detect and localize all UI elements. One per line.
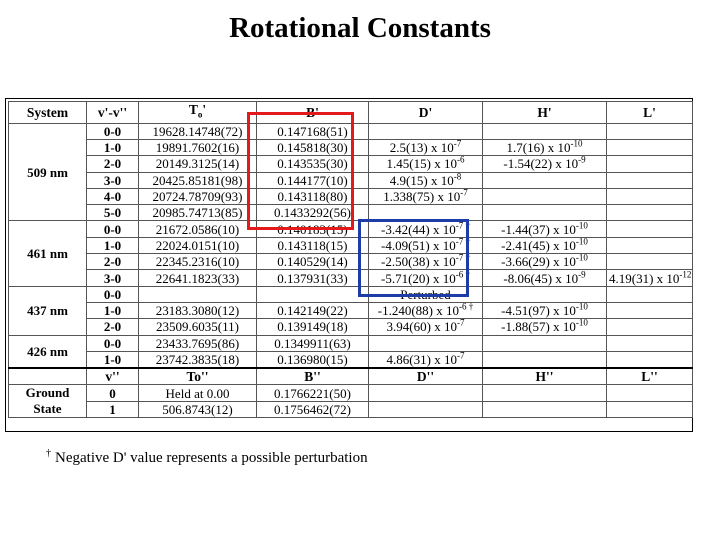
empty-cell	[607, 401, 693, 418]
cell-h: -1.54(22) x $10^{-9}$	[483, 156, 607, 172]
lower-header-vib: v''	[87, 368, 139, 385]
lower-header-t0: To''	[139, 368, 257, 385]
cell-l	[607, 351, 693, 368]
cell-h	[483, 205, 607, 221]
cell-b: 0.137931(33)	[257, 270, 369, 286]
system-cell: 437 nm	[9, 286, 87, 335]
cell-h: -1.44(37) x $10^{-10}$	[483, 221, 607, 237]
cell-h: 1.7(16) x $10^{-10}$	[483, 139, 607, 155]
cell-l	[607, 302, 693, 318]
cell-l	[607, 237, 693, 253]
cell-l	[607, 319, 693, 335]
cell-t	[139, 286, 257, 302]
cell-h	[483, 335, 607, 351]
footnote-text: Negative D' value represents a possible perturbation	[55, 450, 368, 466]
cell-t: Held at 0.00	[139, 385, 257, 402]
cell-d: 1.45(15) x $10^{-6}$	[369, 156, 483, 172]
cell-l	[607, 286, 693, 302]
d-prime-highlight-box	[358, 219, 469, 297]
cell-b: 0.1349911(63)	[257, 335, 369, 351]
cell-l	[607, 254, 693, 270]
cell-b: 0.145818(30)	[257, 139, 369, 155]
system-cell: 426 nm	[9, 335, 87, 368]
lower-body	[9, 368, 693, 418]
cell-h: -2.41(45) x $10^{-10}$	[483, 237, 607, 253]
dagger-mark: †	[46, 448, 51, 459]
system-cell: Ground State	[9, 385, 87, 418]
lower-header-h: H''	[483, 368, 607, 385]
cell-t: 19628.14748(72)	[139, 123, 257, 139]
cell-b: 0.143535(30)	[257, 156, 369, 172]
cell-h	[483, 188, 607, 204]
b-prime-highlight-box	[247, 112, 354, 230]
header-t0: $T_o'$	[139, 102, 257, 124]
cell-v: 0-0	[87, 335, 139, 351]
cell-v: 2-0	[87, 254, 139, 270]
cell-d: 1.338(75) x $10^{-7}$	[369, 188, 483, 204]
cell-b: 0.142149(22)	[257, 302, 369, 318]
header-system: System	[9, 102, 87, 124]
header-h: H'	[483, 102, 607, 124]
cell-t: 23433.7695(86)	[139, 335, 257, 351]
cell-h: -3.66(29) x $10^{-10}$	[483, 254, 607, 270]
cell-t: 23183.3080(12)	[139, 302, 257, 318]
cell-h	[483, 286, 607, 302]
cell-t: 22345.2316(10)	[139, 254, 257, 270]
cell-l	[607, 172, 693, 188]
empty-cell	[369, 401, 483, 418]
cell-b: 0.136980(15)	[257, 351, 369, 368]
cell-v: 2-0	[87, 156, 139, 172]
cell-d: 4.9(15) x $10^{-8}$	[369, 172, 483, 188]
cell-b: 0.140183(15)	[257, 221, 369, 237]
table-row	[9, 401, 693, 418]
cell-d: 2.5(13) x $10^{-7}$	[369, 139, 483, 155]
cell-b	[257, 286, 369, 302]
cell-d: -1.240(88) x $10^{-6}$ †	[369, 302, 483, 318]
cell-v: 1-0	[87, 351, 139, 368]
table-row	[9, 237, 693, 253]
cell-t: 20724.78709(93)	[139, 188, 257, 204]
cell-l	[607, 221, 693, 237]
cell-b: 0.140529(14)	[257, 254, 369, 270]
cell-b: 0.1766221(50)	[257, 385, 369, 402]
cell-d: 4.86(31) x $10^{-7}$	[369, 351, 483, 368]
cell-t: 506.8743(12)	[139, 401, 257, 418]
lower-header-d: D''	[369, 368, 483, 385]
table-row	[9, 254, 693, 270]
cell-d: 3.94(60) x $10^{-7}$	[369, 319, 483, 335]
lower-header-l: L''	[607, 368, 693, 385]
cell-b: 0.143118(80)	[257, 188, 369, 204]
cell-h	[483, 351, 607, 368]
cell-b: 0.144177(10)	[257, 172, 369, 188]
cell-h	[483, 172, 607, 188]
cell-t: 23742.3835(18)	[139, 351, 257, 368]
empty-cell	[483, 401, 607, 418]
cell-t: 19891.7602(16)	[139, 139, 257, 155]
lower-header-blank	[9, 368, 87, 385]
cell-d: -4.09(51) x $10^{-7}$ †	[369, 237, 483, 253]
empty-cell	[607, 385, 693, 402]
cell-l: 4.19(31) x $10^{-12}$	[607, 270, 693, 286]
cell-v: 0-0	[87, 221, 139, 237]
table-row	[9, 385, 693, 402]
cell-v: 5-0	[87, 205, 139, 221]
cell-h: -8.06(45) x $10^{-9}$	[483, 270, 607, 286]
cell-v: 3-0	[87, 270, 139, 286]
system-cell: 461 nm	[9, 221, 87, 286]
cell-l	[607, 139, 693, 155]
lower-header-row	[9, 368, 693, 385]
cell-d: Perturbed	[369, 286, 483, 302]
cell-t: 22641.1823(33)	[139, 270, 257, 286]
cell-v: 2-0	[87, 319, 139, 335]
cell-h: -1.88(57) x $10^{-10}$	[483, 319, 607, 335]
cell-b: 0.139149(18)	[257, 319, 369, 335]
cell-v: 0-0	[87, 286, 139, 302]
cell-v: 1-0	[87, 139, 139, 155]
cell-v: 4-0	[87, 188, 139, 204]
cell-b: 0.147168(51)	[257, 123, 369, 139]
empty-cell	[483, 385, 607, 402]
system-cell: 509 nm	[9, 123, 87, 221]
table-row	[9, 335, 693, 351]
header-d: D'	[369, 102, 483, 124]
cell-h: -4.51(97) x $10^{-10}$	[483, 302, 607, 318]
header-vib: v'-v''	[87, 102, 139, 124]
lower-header-b: B''	[257, 368, 369, 385]
cell-v: 1-0	[87, 302, 139, 318]
cell-v: 1-0	[87, 237, 139, 253]
header-b: B'	[257, 102, 369, 124]
table-row	[9, 270, 693, 286]
cell-b: 0.1756462(72)	[257, 401, 369, 418]
cell-d	[369, 335, 483, 351]
cell-b: 0.143118(15)	[257, 237, 369, 253]
cell-h	[483, 123, 607, 139]
footnote	[46, 448, 368, 467]
cell-d: -3.42(44) x $10^{-7}$ †	[369, 221, 483, 237]
table-row	[9, 286, 693, 302]
cell-l	[607, 156, 693, 172]
cell-l	[607, 188, 693, 204]
cell-l	[607, 123, 693, 139]
cell-d: -2.50(38) x $10^{-7}$ †	[369, 254, 483, 270]
table-row	[9, 351, 693, 368]
cell-v: 0	[87, 385, 139, 402]
cell-t: 20149.3125(14)	[139, 156, 257, 172]
cell-d	[369, 123, 483, 139]
cell-t: 20425.85181(98)	[139, 172, 257, 188]
cell-t: 21672.0586(10)	[139, 221, 257, 237]
cell-b: 0.1433292(56)	[257, 205, 369, 221]
cell-d: -5.71(20) x $10^{-6}$ †	[369, 270, 483, 286]
cell-v: 3-0	[87, 172, 139, 188]
cell-l	[607, 205, 693, 221]
page-title: Rotational Constants	[229, 12, 491, 44]
cell-t: 22024.0151(10)	[139, 237, 257, 253]
cell-v: 0-0	[87, 123, 139, 139]
table-row	[9, 302, 693, 318]
cell-t: 20985.74713(85)	[139, 205, 257, 221]
cell-t: 23509.6035(11)	[139, 319, 257, 335]
empty-cell	[369, 385, 483, 402]
cell-v: 1	[87, 401, 139, 418]
cell-l	[607, 335, 693, 351]
table-row	[9, 319, 693, 335]
header-l: L'	[607, 102, 693, 124]
